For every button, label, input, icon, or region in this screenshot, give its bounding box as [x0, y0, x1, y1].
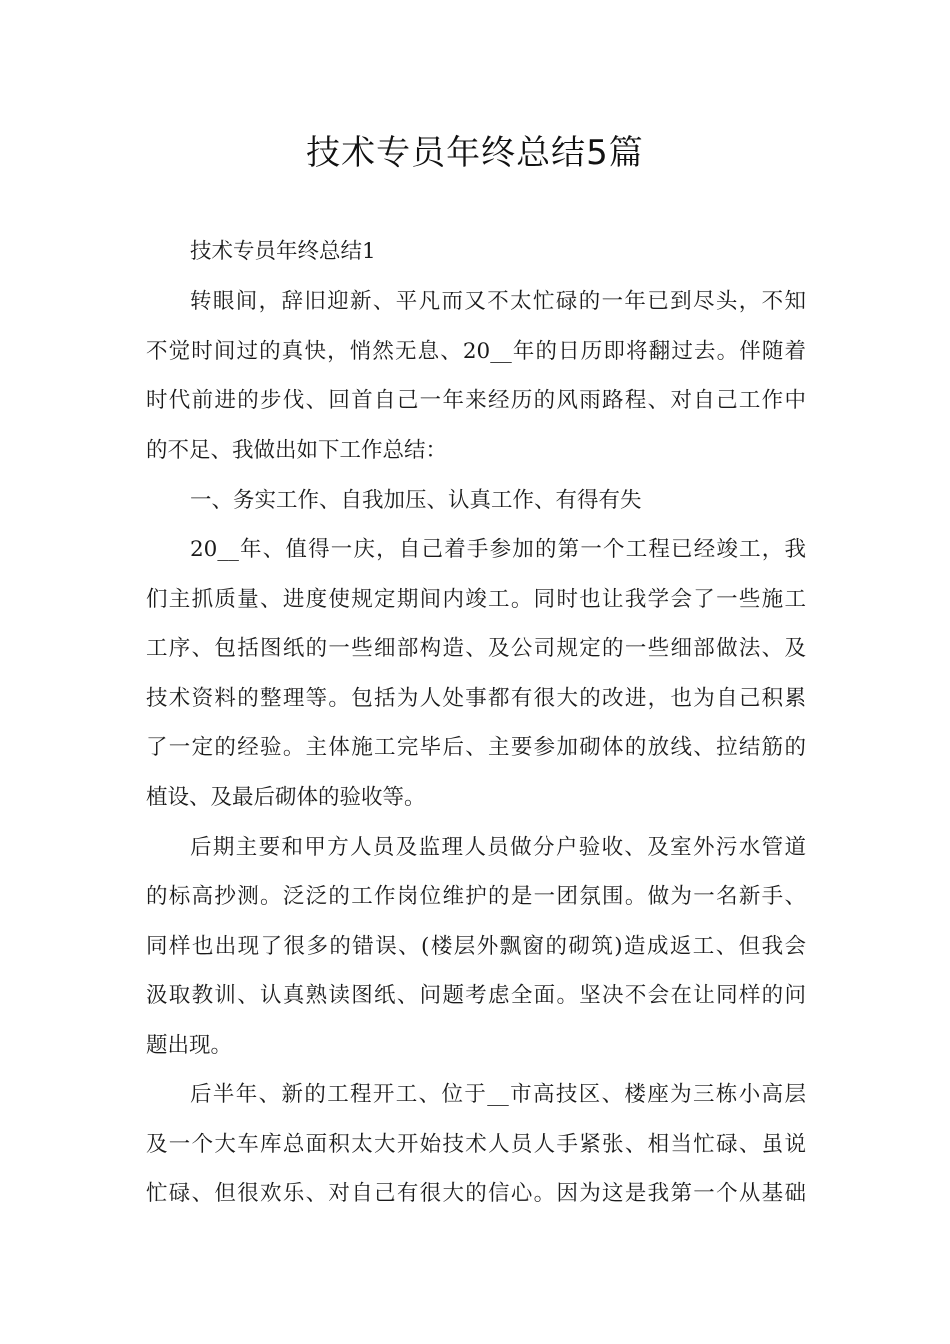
paragraph-line: 了一定的经验。主体施工完毕后、主要参加砌体的放线、拉结筋的	[146, 735, 806, 760]
paragraph-line: 忙碌、但很欢乐、对自己有很大的信心。因为这是我第一个从基础	[146, 1181, 806, 1206]
paragraph-line: 及一个大车库总面积太大开始技术人员人手紧张、相当忙碌、虽说	[146, 1132, 806, 1157]
paragraph-line: 不觉时间过的真快，悄然无息、20__年的日历即将翻过去。伴随着	[146, 339, 806, 364]
paragraph-line: 们主抓质量、进度使规定期间内竣工。同时也让我学会了一些施工	[146, 587, 806, 612]
paragraph-line: 转眼间，辞旧迎新、平凡而又不太忙碌的一年已到尽头，不知	[190, 289, 806, 314]
paragraph-line: 后半年、新的工程开工、位于__市高技区、楼座为三栋小高层	[190, 1082, 806, 1107]
paragraph-line: 的不足、我做出如下工作总结：	[146, 438, 448, 463]
paragraph-line: 后期主要和甲方人员及监理人员做分户验收、及室外污水管道	[190, 835, 806, 860]
subsection-heading: 一、务实工作、自我加压、认真工作、有得有失	[190, 488, 642, 513]
paragraph-line: 20__年、值得一庆，自己着手参加的第一个工程已经竣工，我	[190, 537, 806, 562]
paragraph-line: 工序、包括图纸的一些细部构造、及公司规定的一些细部做法、及	[146, 636, 806, 661]
document-title: 技术专员年终总结5篇	[306, 133, 644, 173]
paragraph-line: 的标高抄测。泛泛的工作岗位维护的是一团氛围。做为一名新手、	[146, 884, 806, 909]
paragraph-line: 技术资料的整理等。包括为人处事都有很大的改进，也为自己积累	[146, 686, 806, 711]
section-heading: 技术专员年终总结1	[190, 239, 376, 264]
paragraph-line: 题出现。	[146, 1033, 233, 1058]
paragraph-line: 植设、及最后砌体的验收等。	[146, 785, 426, 810]
paragraph-line: 时代前进的步伐、回首自己一年来经历的风雨路程、对自己工作中	[146, 388, 806, 413]
paragraph-line: 汲取教训、认真熟读图纸、问题考虑全面。坚决不会在让同样的问	[146, 983, 806, 1008]
paragraph-line: 同样也出现了很多的错误、(楼层外飘窗的砌筑)造成返工、但我会	[146, 934, 806, 959]
